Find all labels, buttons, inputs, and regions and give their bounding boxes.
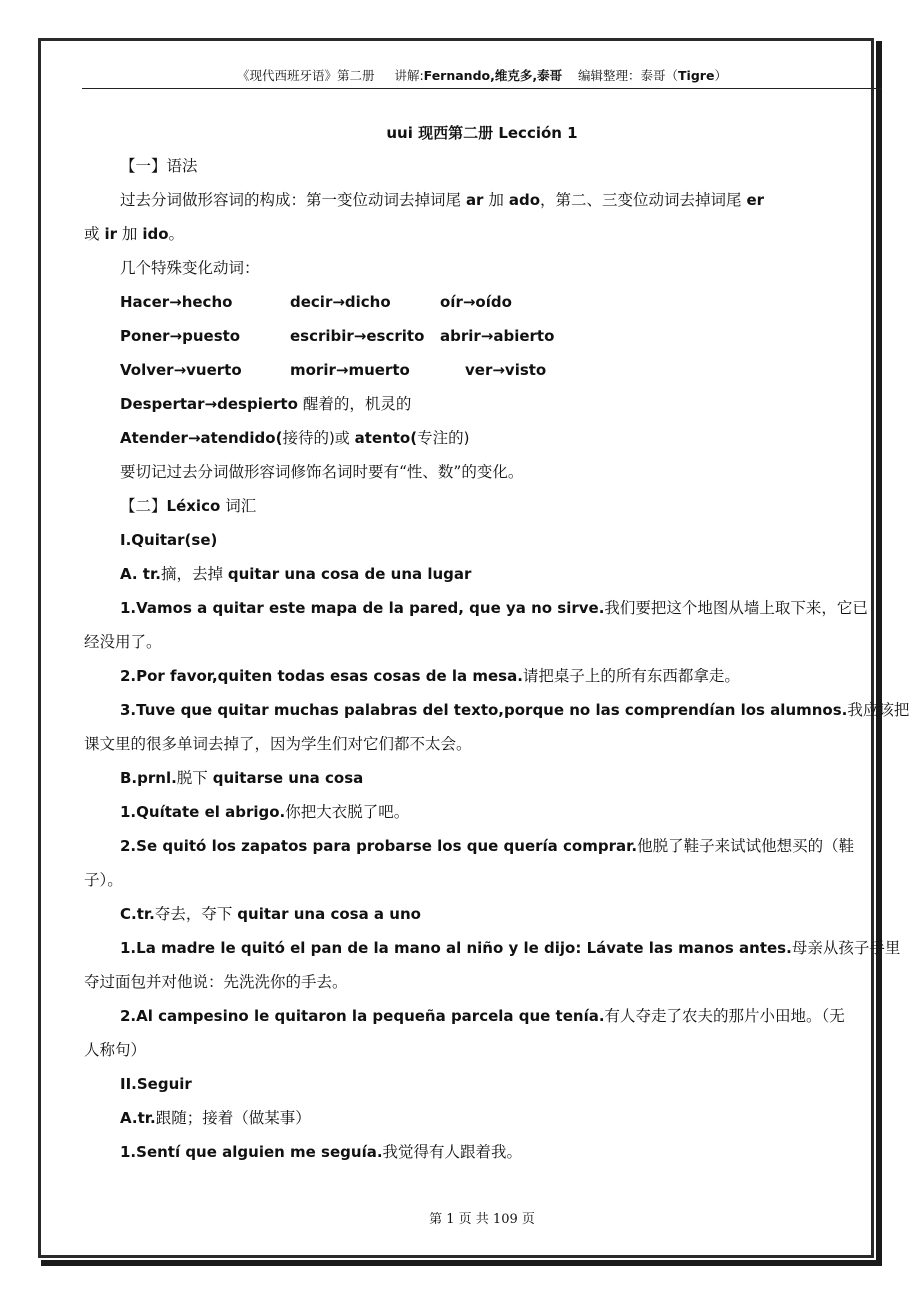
example [84,934,901,968]
text: ado [508,191,540,209]
example-es: 1.Quítate el abrigo. [120,803,286,821]
example-es: 3.Tuve que quitar muchas palabras del texto,porque no las comprendían los alumnos. [120,701,848,719]
page-footer: 第 1 页 共 109 页 [429,1212,535,1227]
text: A.tr. [120,1109,156,1127]
despertar-line [84,390,878,424]
verb-pair: morir→muerto [290,361,410,379]
header-editor-name: Tigre [678,68,715,83]
paragraph-cont [84,220,878,254]
verb-pair: Poner→puesto [120,327,241,345]
example-zh: 有人夺走了农夫的那片小田地。（无 [604,1007,845,1025]
verb-pair: oír→oído [440,293,512,311]
example-cont: 子）。 [84,871,123,889]
text: )或 [328,429,355,447]
example-zh: 我觉得有人跟着我。 [382,1143,523,1161]
verb-pair: abrir→abierto [440,327,555,345]
entry-title-seguir: II.Seguir [120,1075,192,1093]
verb-row [84,356,878,390]
sense-b [84,764,878,798]
text: ) [463,429,470,447]
example [84,662,878,696]
text: Léxico [166,497,221,515]
example [84,696,910,730]
text: 摘，去掉 [160,565,228,583]
text: 接待的 [282,429,329,447]
verb-pair: Hacer→hecho [120,293,233,311]
text: 加 [116,225,143,243]
translation: 醒着的，机灵的 [297,395,412,413]
page-header [82,66,882,89]
example [84,798,878,832]
example-cont: 课文里的很多单词去掉了，因为学生们对它们都不太会。 [84,735,472,753]
example [84,1002,878,1036]
document-body [84,152,910,1172]
verb-pair: decir→dicho [290,293,391,311]
example-zh: 请把桌子上的所有东西都拿走。 [522,667,740,685]
text: quitar una cosa de una lugar [227,565,472,583]
text: A. tr. [120,565,161,583]
entry-title-quitar: I.Quitar(se) [120,531,218,549]
text: quitarse una cosa [212,769,364,787]
grammar-note: 要切记过去分词做形容词修饰名词时要有“性、数”的变化。 [120,463,524,481]
text: 或 [84,225,105,243]
text: ido [142,225,169,243]
example-es: 1.Sentí que alguien me seguía. [120,1143,383,1161]
sense-a [84,560,878,594]
text: 。 [168,225,185,243]
section-heading-grammar: 【一】语法 [120,157,198,175]
header-lecturers: Fernando,维克多,泰哥 [423,68,563,83]
example-cont: 经没用了。 [84,633,162,651]
example-zh: 你把大衣脱了吧。 [285,803,410,821]
verb-pair: Despertar→despierto [120,395,298,413]
verb-pair: ver→visto [465,361,547,379]
text: 跟随；接着（做某事） [155,1109,311,1127]
text: 过去分词做形容词的构成：第一变位动词去掉词尾 [120,191,466,209]
sense-seguir-a [84,1104,878,1138]
example [84,1138,878,1172]
paragraph [84,186,878,220]
example-zh: 他脱了鞋子来试试他想买的（鞋 [637,837,855,855]
sense-c [84,900,878,934]
text: quitar una cosa a uno [237,905,421,923]
page-title: uui 现西第二册 Lección 1 [386,124,578,142]
text: 词汇 [220,497,257,515]
header-editor-label: 编辑整理：泰哥（ [578,68,679,83]
special-verbs-intro: 几个特殊变化动词： [120,259,260,277]
example-zh: 我们要把这个地图从墙上取下来，它已 [604,599,868,617]
text: C.tr. [120,905,155,923]
text: 【二】 [120,497,167,515]
verb-pair: escribir→escrito [290,327,425,345]
header-lecture-label: 讲解: [394,68,424,83]
header-book: 《现代西班牙语》第二册 [237,68,375,83]
example-zh: 母亲从孩子手里 [791,939,901,957]
text: atento( [354,429,418,447]
atender-line [84,424,878,458]
example [84,832,878,866]
text: 加 [483,191,509,209]
text: Atender→atendido( [120,429,283,447]
section-heading-lexicon [84,492,878,526]
text: 脱下 [176,769,213,787]
example [84,594,878,628]
text: ar [465,191,484,209]
example-es: 2.Se quitó los zapatos para probarse los que quería comprar. [120,837,638,855]
example-cont: 夺过面包并对他说：先洗洗你的手去。 [84,973,348,991]
verb-pair: Volver→vuerto [120,361,242,379]
header-editor-close: ） [714,68,727,83]
example-cont: 人称句） [84,1041,147,1059]
example-es: 1.La madre le quitó el pan de la mano al niño y le dijo: Lávate las manos antes. [120,939,792,957]
text: ir [104,225,117,243]
text: B.prnl. [120,769,177,787]
text: er [746,191,765,209]
text: 专注的 [417,429,464,447]
text: 夺去，夺下 [154,905,238,923]
example-es: 2.Al campesino le quitaron la pequeña parcela que tenía. [120,1007,605,1025]
verb-row [84,322,878,356]
example-es: 1.Vamos a quitar este mapa de la pared, que ya no sirve. [120,599,605,617]
verb-row [84,288,878,322]
example-zh: 我应该把 [847,701,910,719]
text: ，第二、三变位动词去掉词尾 [540,191,747,209]
example-es: 2.Por favor,quiten todas esas cosas de la mesa. [120,667,523,685]
